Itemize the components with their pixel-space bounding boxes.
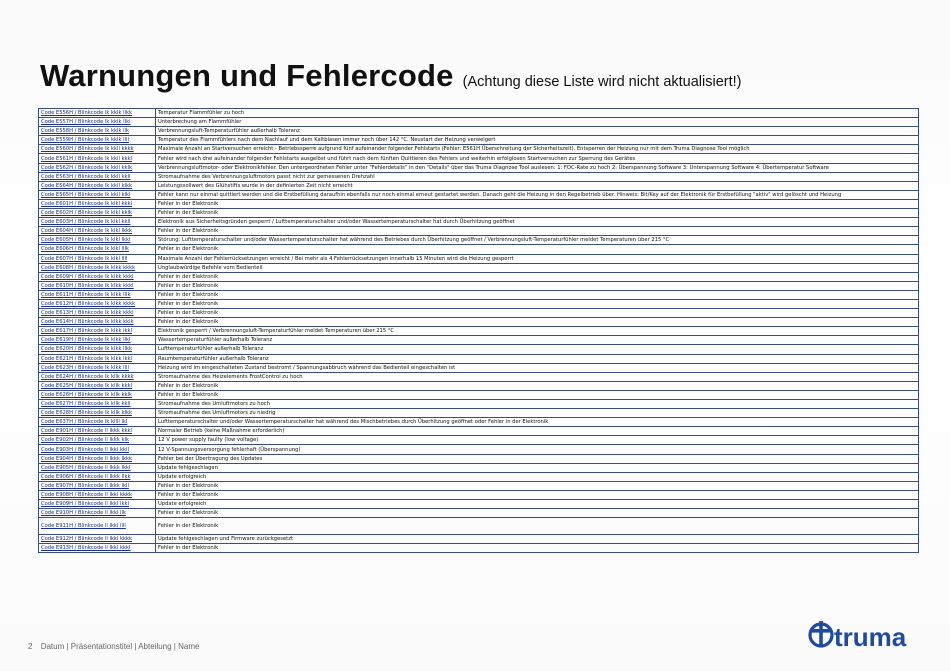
truma-logo-text: truma — [834, 622, 907, 652]
error-code-cell[interactable]: Code E563H / Blinkcode lk kkll kkll — [39, 172, 156, 181]
error-description-cell: Update erfolgreich — [156, 500, 919, 509]
error-code-table — [38, 108, 919, 553]
error-code-cell[interactable]: Code E909H / Blinkcode ll lkkl lkkl — [39, 500, 156, 509]
error-code-cell[interactable]: Code E624H / Blinkcode lk kllk kkkk — [39, 372, 156, 381]
error-code-cell[interactable]: Code E565H / Blinkcode lk kkll klkl — [39, 190, 156, 199]
table-row — [39, 463, 919, 472]
table-row — [39, 309, 919, 318]
error-description-cell: Maximale Anzahl an Startversuchen erreicht - Betriebssperre aufgrund fünf aufeinander folgender Fehlstarts (Fehler: E561H Überschreitung der Sicherheitszeit). Entsperren der Heizung nur mit dem Truma Diagnose Tool möglich — [156, 145, 919, 154]
error-description-cell: Verbrennungsluft-Temperaturfühler außerhalb Toleranz — [156, 127, 919, 136]
table-row — [39, 336, 919, 345]
error-description-cell: Stromaufnahme des Umluftmotors zu niedrig — [156, 409, 919, 418]
error-code-cell[interactable]: Code E627H / Blinkcode lk kllk kkll — [39, 400, 156, 409]
error-description-cell: Fehler in der Elektronik — [156, 209, 919, 218]
error-description-cell: Fehler in der Elektronik — [156, 544, 919, 553]
error-description-cell: Fehler in der Elektronik — [156, 281, 919, 290]
table-row — [39, 318, 919, 327]
table-row — [39, 154, 919, 163]
error-description-cell: Fehler bei der Übertragung des Updates — [156, 454, 919, 463]
error-code-cell[interactable]: Code E613H / Blinkcode lk klkk kkkl — [39, 309, 156, 318]
table-row — [39, 436, 919, 445]
table-row — [39, 481, 919, 490]
table-row — [39, 427, 919, 436]
error-description-cell: Elektronik aus Sicherheitsgründen gesperrt / Lufttemperaturschalter und/oder Wassertemperaturschalter hat durch Überhitzung geöffnet — [156, 218, 919, 227]
table-row — [39, 381, 919, 390]
error-code-cell[interactable]: Code E562H / Blinkcode lk kkll kklk — [39, 163, 156, 172]
table-row — [39, 327, 919, 336]
error-code-cell[interactable]: Code E905H / Blinkcode ll lkkk lkkl — [39, 463, 156, 472]
table-row — [39, 199, 919, 208]
error-description-cell: Update fehlgeschlagen — [156, 463, 919, 472]
error-description-cell: Leistungssollwert des Glühstifts wurde in der definierten Zeit nicht erreicht — [156, 181, 919, 190]
table-row — [39, 127, 919, 136]
error-description-cell: Fehler in der Elektronik — [156, 381, 919, 390]
table-row — [39, 372, 919, 381]
error-code-cell[interactable]: Code E604H / Blinkcode lk klkl lkkk — [39, 227, 156, 236]
table-row — [39, 354, 919, 363]
error-code-cell[interactable]: Code E908H / Blinkcode ll lkkl kkkk — [39, 490, 156, 499]
footer-text: Datum | Präsentationstitel | Abteilung | Name — [40, 642, 200, 651]
table-row — [39, 109, 919, 118]
error-description-cell: Unglaubwürdige Befehle vom Bedienteil — [156, 263, 919, 272]
error-code-cell[interactable]: Code E607H / Blinkcode lk klkl llll — [39, 254, 156, 263]
error-description-cell: Temperatur Flammfühler zu hoch — [156, 109, 919, 118]
table-row — [39, 254, 919, 263]
page-number: 2 — [28, 642, 33, 651]
error-description-cell: Fehler in der Elektronik — [156, 518, 919, 535]
error-code-cell[interactable]: Code E606H / Blinkcode lk klkl lllk — [39, 245, 156, 254]
error-description-cell: Temperatur des Flammfühlers nach dem Nachlauf und dem Kaltblasen immer noch über 142 °C. Neustart der Heizung verweigert — [156, 136, 919, 145]
error-description-cell: Fehler in der Elektronik — [156, 272, 919, 281]
error-code-cell[interactable]: Code E901H / Blinkcode ll lkkk kkkl — [39, 427, 156, 436]
error-code-cell[interactable]: Code E605H / Blinkcode lk klkl lkkl — [39, 236, 156, 245]
error-description-cell: Update erfolgreich — [156, 472, 919, 481]
table-row — [39, 500, 919, 509]
error-description-cell: Fehler in der Elektronik — [156, 490, 919, 499]
table-row — [39, 281, 919, 290]
page-heading — [40, 58, 742, 94]
error-description-cell: Fehler kann nur einmal quittiert werden und die Erstbefüllung daraufhin ebenfalls nur noch einmal erneut gestartet werden. Danach geht die Heizung in den Regelbetrieb über. Hinweis: Bit/Key auf der Elektronik für Erstbefüllung "aktiv" wird gelöscht und Heizung — [156, 190, 919, 199]
error-code-cell[interactable]: Code E911H / Blinkcode ll lkkl llll — [39, 518, 156, 535]
error-description-cell: Fehler in der Elektronik — [156, 481, 919, 490]
error-description-cell: Stromaufnahme des Umluftmotors zu hoch — [156, 400, 919, 409]
table-row — [39, 409, 919, 418]
table-row — [39, 209, 919, 218]
error-code-cell[interactable]: Code E603H / Blinkcode lk klkl kkll — [39, 218, 156, 227]
error-code-cell[interactable]: Code E619H / Blinkcode lk klkk llkl — [39, 336, 156, 345]
error-code-cell[interactable]: Code E561H / Blinkcode lk kkll kkkl — [39, 154, 156, 163]
error-description-cell: 12 V power supply faulty (low voltage) — [156, 436, 919, 445]
table-row — [39, 518, 919, 535]
error-code-table-container — [38, 108, 918, 553]
table-row — [39, 172, 919, 181]
error-code-cell[interactable]: Code E912H / Blinkcode ll lkkl kkkk — [39, 535, 156, 544]
error-description-cell: Störung: Lufttemperaturschalter und/oder Wassertemperaturschalter hat während des Betriebes durch Überhitzung geöffnet / Verbrennungsluft-Temperaturfühler meldet Temperaturen über 215 °C — [156, 236, 919, 245]
table-row — [39, 245, 919, 254]
error-code-cell[interactable]: Code E623H / Blinkcode lk klkk llll — [39, 363, 156, 372]
page-footer — [28, 642, 199, 651]
error-description-cell: Fehler in der Elektronik — [156, 245, 919, 254]
table-row — [39, 163, 919, 172]
error-code-cell[interactable]: Code E902H / Blinkcode ll lkkk klk — [39, 436, 156, 445]
error-code-cell[interactable]: Code E637H / Blinkcode lk kllll lkl — [39, 418, 156, 427]
page-title: Warnungen und Fehlercode — [40, 58, 454, 93]
error-description-cell: Fehler in der Elektronik — [156, 290, 919, 299]
error-code-cell[interactable]: Code E559H / Blinkcode lk kklk llll — [39, 136, 156, 145]
error-code-cell[interactable]: Code E628H / Blinkcode lk kllk klkk — [39, 409, 156, 418]
error-description-cell: Fehler in der Elektronik — [156, 390, 919, 399]
table-row — [39, 136, 919, 145]
error-description-cell: Fehler in der Elektronik — [156, 509, 919, 518]
error-code-table-body — [39, 109, 919, 553]
error-code-cell[interactable]: Code E903H / Blinkcode ll lkkl kkll — [39, 445, 156, 454]
truma-logo-mark — [808, 614, 926, 654]
table-row — [39, 490, 919, 499]
table-row — [39, 218, 919, 227]
error-code-cell[interactable]: Code E625H / Blinkcode lk kllk kkkl — [39, 381, 156, 390]
table-row — [39, 263, 919, 272]
table-row — [39, 299, 919, 308]
error-description-cell: Normaler Betrieb (keine Maßnahme erforderlich) — [156, 427, 919, 436]
table-row — [39, 535, 919, 544]
table-row — [39, 345, 919, 354]
error-description-cell: Lufttemperaturschalter und/oder Wassertemperaturschalter hat während des Mischbetriebes durch Überhitzung geöffnet oder Fehler in der Elektronik — [156, 418, 919, 427]
error-description-cell: Fehler wird nach drei aufeinander folgender Fehlstarts ausgelöst und führt nach dem fünften Quittieren des Fehlers und weiterhin erfolglosen Startversuchen zur Sperrung des Gerätes — [156, 154, 919, 163]
table-row — [39, 363, 919, 372]
error-description-cell: Stromaufnahme des Heizelements FrostControl zu hoch — [156, 372, 919, 381]
error-code-cell[interactable]: Code E910H / Blinkcode ll lkkl llk — [39, 509, 156, 518]
error-code-cell[interactable]: Code E626H / Blinkcode lk kllk kklk — [39, 390, 156, 399]
error-description-cell: Fehler in der Elektronik — [156, 299, 919, 308]
error-code-cell[interactable]: Code E560H / Blinkcode lk kkll kkkk — [39, 145, 156, 154]
table-row — [39, 236, 919, 245]
error-description-cell: Heizung wird im eingeschalteten Zustand bestromt / Spannungsabbruch während das Bedienteil eingeschalten ist — [156, 363, 919, 372]
error-code-cell[interactable]: Code E913H / Blinkcode ll lkkl kkkl — [39, 544, 156, 553]
error-code-cell[interactable]: Code E621H / Blinkcode lk klkk lkkl — [39, 354, 156, 363]
error-code-cell[interactable]: Code E907H / Blinkcode ll lkkk lkll — [39, 481, 156, 490]
error-code-cell[interactable]: Code E610H / Blinkcode lk klkk kkkl — [39, 281, 156, 290]
page-subtitle: (Achtung diese Liste wird nicht aktualisiert!) — [462, 74, 742, 90]
table-row — [39, 544, 919, 553]
error-code-cell[interactable]: Code E556H / Blinkcode lk kklk llkk — [39, 109, 156, 118]
error-description-cell: Unterbrechung am Flammfühler — [156, 118, 919, 127]
table-row — [39, 190, 919, 199]
table-row — [39, 472, 919, 481]
error-description-cell: Fehler in der Elektronik — [156, 227, 919, 236]
table-row — [39, 445, 919, 454]
error-code-cell[interactable]: Code E614H / Blinkcode lk klkk kklk — [39, 318, 156, 327]
error-description-cell: Fehler in der Elektronik — [156, 318, 919, 327]
error-code-cell[interactable]: Code E608H / Blinkcode lk klkk kkkk — [39, 263, 156, 272]
table-row — [39, 272, 919, 281]
table-row — [39, 290, 919, 299]
error-code-cell[interactable]: Code E906H / Blinkcode ll lkkk llkk — [39, 472, 156, 481]
error-description-cell: Fehler in der Elektronik — [156, 309, 919, 318]
table-row — [39, 145, 919, 154]
error-code-cell[interactable]: Code E564H / Blinkcode lk kkll klkk — [39, 181, 156, 190]
error-description-cell: Maximale Anzahl der Fehlerrücksetzungen erreicht / Bei mehr als 4 Fehlerrücksetzungen innerhalb 15 Minuten wird die Heizung gesperrt — [156, 254, 919, 263]
table-row — [39, 418, 919, 427]
error-code-cell[interactable]: Code E557H / Blinkcode lk kklk lIkl — [39, 118, 156, 127]
error-code-cell[interactable]: Code E612H / Blinkcode lk klkk kkkk — [39, 299, 156, 308]
error-description-cell: Raumtemperaturfühler außerhalb Toleranz — [156, 354, 919, 363]
error-code-cell[interactable]: Code E609H / Blinkcode lk klkk kkkl — [39, 272, 156, 281]
error-description-cell: Stromaufnahme des Verbrennungsluftmotors passt nicht zur gemessenen Drehzahl — [156, 172, 919, 181]
error-description-cell: Wassertemperaturfühler außerhalb Toleranz — [156, 336, 919, 345]
error-description-cell: Fehler in der Elektronik — [156, 199, 919, 208]
table-row — [39, 181, 919, 190]
error-code-cell[interactable]: Code E558H / Blinkcode lk kklk llk — [39, 127, 156, 136]
error-code-cell[interactable]: Code E602H / Blinkcode lk klkl kklk — [39, 209, 156, 218]
error-description-cell: Update fehlgeschlagen und Firmware zurückgesetzt — [156, 535, 919, 544]
error-description-cell: Elektronik gesperrt / Verbrennungsluft-Temperaturfühler meldet Temperaturen über 215 °C — [156, 327, 919, 336]
error-code-cell[interactable]: Code E617H / Blinkcode lk klkk lkkl — [39, 327, 156, 336]
error-code-cell[interactable]: Code E601H / Blinkcode lk klkl kkkl — [39, 199, 156, 208]
table-row — [39, 400, 919, 409]
table-row — [39, 227, 919, 236]
error-code-cell[interactable]: Code E904H / Blinkcode ll lkkk lkkk — [39, 454, 156, 463]
error-description-cell: Verbrennungsluftmotor- oder Elektronikfehler. Den untergeordneten Fehler unter "Fehlerdetails" in den "Details" über das Truma Diagnose Tool auslesen: 1: FOC-Rate zu hoch 2: Überspannung Software 3: Unterspannung Software 4: Übertemperatur Software — [156, 163, 919, 172]
table-row — [39, 118, 919, 127]
table-row — [39, 454, 919, 463]
error-code-cell[interactable]: Code E620H / Blinkcode lk klkk llkk — [39, 345, 156, 354]
error-description-cell: Lufttemperaturfühler außerhalb Toleranz — [156, 345, 919, 354]
truma-logo — [808, 614, 926, 654]
error-description-cell: 12 V-Spannungsversorgung fehlerhaft (Überspannung) — [156, 445, 919, 454]
error-code-cell[interactable]: Code E611H / Blinkcode lk klkk lllk — [39, 290, 156, 299]
table-row — [39, 509, 919, 518]
table-row — [39, 390, 919, 399]
